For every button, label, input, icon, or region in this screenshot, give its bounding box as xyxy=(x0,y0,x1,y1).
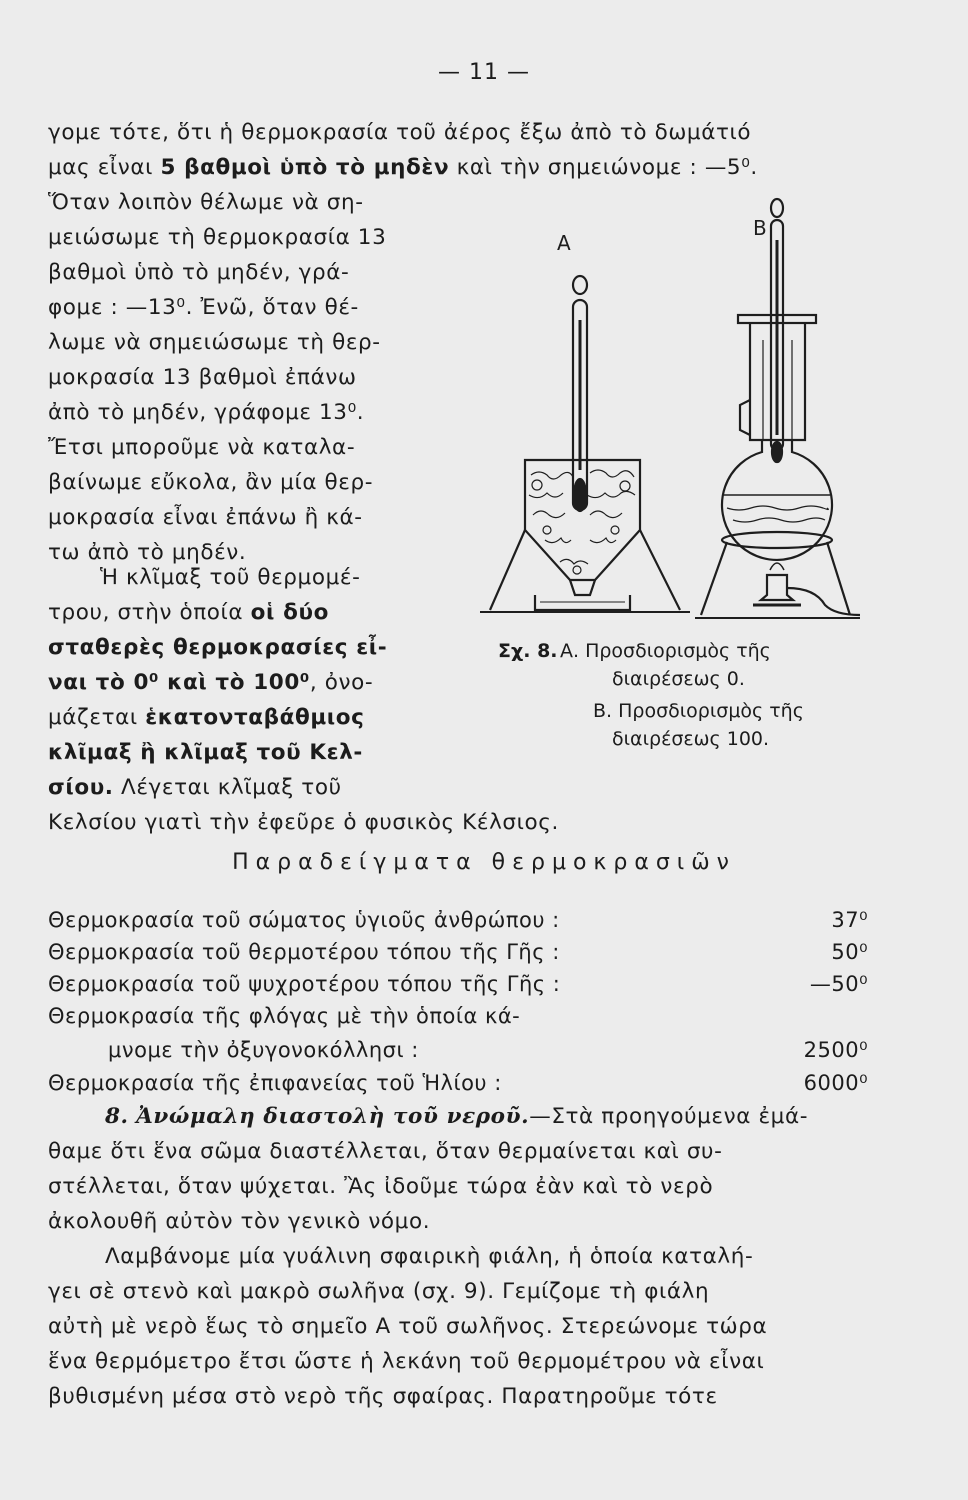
text-line: μάζεται ἑκατονταβάθμιος xyxy=(48,705,365,730)
emphasis: 5 βαθμοὶ ὑπὸ τὸ μηδὲν xyxy=(160,155,450,180)
page-number: — 11 — xyxy=(438,60,530,85)
emphasis: ναι τὸ 0⁰ καὶ τὸ 100⁰ xyxy=(48,670,310,695)
caption-b-line1: Β. Προσδιορισμὸς τῆς xyxy=(593,700,804,722)
text-line: ἕνα θερμόμετρο ἔτσι ὥστε ἡ λεκάνη τοῦ θερμομέτρου νὰ εἶναι xyxy=(48,1349,765,1374)
example-row: Θερμοκρασία τοῦ θερμοτέρου τόπου τῆς Γῆς : 50⁰ xyxy=(48,940,868,964)
text-line: βυθισμένη μέσα στὸ νερὸ τῆς σφαίρας. Παρατηροῦμε τότε xyxy=(48,1384,718,1409)
text-line: Κελσίου γιατὶ τὴν ἐφεῦρε ὁ φυσικὸς Κέλσιος. xyxy=(48,810,559,835)
text-line: μοκρασία 13 βαθμοὶ ἐπάνω xyxy=(48,365,357,390)
caption-b-line2: διαιρέσεως 100. xyxy=(612,728,770,750)
text-line: μοκρασία εἶναι ἐπάνω ἢ κά- xyxy=(48,505,363,530)
text-line: φομε : —13⁰. Ἐνῶ, ὅταν θέ- xyxy=(48,295,359,320)
caption-a-line2: διαιρέσεως 0. xyxy=(612,668,745,690)
text-line: μας εἶναι 5 βαθμοὶ ὑπὸ τὸ μηδὲν καὶ τὴν σημειώνομε : —5⁰. xyxy=(48,155,758,180)
text-line: γομε τότε, ὅτι ἡ θερμοκρασία τοῦ ἀέρος ἔξω ἀπὸ τὸ δωμάτιό xyxy=(48,120,752,145)
figure-label-a: Α xyxy=(557,231,571,255)
text-line: τω ἀπὸ τὸ μηδέν. xyxy=(48,540,247,565)
section-heading: Παραδείγματα θερμοκρασιῶν xyxy=(232,850,736,875)
text-line: ναι τὸ 0⁰ καὶ τὸ 100⁰, ὀνο- xyxy=(48,670,374,695)
text-line: Ἡ κλῖμαξ τοῦ θερμομέ- xyxy=(100,565,361,590)
text-line: ἀπὸ τὸ μηδέν, γράφομε 13⁰. xyxy=(48,400,365,425)
example-row: Θερμοκρασία τοῦ ψυχροτέρου τόπου τῆς Γῆς : —50⁰ xyxy=(48,972,868,996)
section-title: Ἀνώμαλη διαστολὴ τοῦ νεροῦ. xyxy=(136,1104,530,1129)
caption-a-line1: Α. Προσδιορισμὸς τῆς xyxy=(560,640,771,662)
emphasis: σίου. xyxy=(48,775,114,800)
emphasis: ἑκατονταβάθμιος xyxy=(145,705,365,730)
text-line: λωμε νὰ σημειώσωμε τὴ θερ- xyxy=(48,330,381,355)
figure-label-b: Β xyxy=(753,216,767,240)
text-line: κλῖμαξ ἢ κλῖμαξ τοῦ Κελ- xyxy=(48,740,363,765)
example-row: Θερμοκρασία τῆς φλόγας μὲ τὴν ὁποία κά- xyxy=(48,1004,521,1028)
text-line: αὐτὴ μὲ νερὸ ἕως τὸ σημεῖο Α τοῦ σωλῆνος. Στερεώνομε τώρα xyxy=(48,1314,768,1339)
text-line: σταθερὲς θερμοκρασίες εἶ- xyxy=(48,635,388,660)
text-line: ἀκολουθῆ αὐτὸν τὸν γενικὸ νόμο. xyxy=(48,1209,431,1234)
text-line: θαμε ὅτι ἕνα σῶμα διαστέλλεται, ὅταν θερμαίνεται καὶ συ- xyxy=(48,1139,723,1164)
text-line: βαθμοὶ ὑπὸ τὸ μηδέν, γρά- xyxy=(48,260,350,285)
text-line: στέλλεται, ὅταν ψύχεται. Ἂς ἰδοῦμε τώρα ἐὰν καὶ τὸ νερὸ xyxy=(48,1174,714,1199)
text-line: Λαμβάνομε μία γυάλινη σφαιρικὴ φιάλη, ἡ ὁποία καταλή- xyxy=(105,1244,754,1269)
emphasis: οἱ δύο xyxy=(250,600,329,625)
text-line: μειώσωμε τὴ θερμοκρασία 13 xyxy=(48,225,387,250)
text-line: Ὅταν λοιπὸν θέλωμε νὰ ση- xyxy=(48,190,364,215)
ice-funnel xyxy=(525,460,640,580)
example-row: Θερμοκρασία τῆς ἐπιφανείας τοῦ Ἡλίου : 6000⁰ xyxy=(48,1071,868,1095)
section-number: 8. xyxy=(105,1104,129,1129)
figure-thermometer-calibration xyxy=(465,190,865,640)
text-line: σίου. Λέγεται κλῖμαξ τοῦ xyxy=(48,775,342,800)
example-row: μνομε τὴν ὀξυγονοκόλλησι : 2500⁰ xyxy=(108,1038,868,1062)
text-line: Ἔτσι μποροῦμε νὰ καταλα- xyxy=(48,435,356,460)
text-line: γει σὲ στενὸ καὶ μακρὸ σωλῆνα (σχ. 9). Γεμίζομε τὴ φιάλη xyxy=(48,1279,710,1304)
example-row: Θερμοκρασία τοῦ σώματος ὑγιοῦς ἀνθρώπου : 37⁰ xyxy=(48,908,868,932)
section-8-line: 8. Ἀνώμαλη διαστολὴ τοῦ νεροῦ.—Στὰ προηγούμενα ἐμά- xyxy=(105,1104,809,1129)
figure-number: Σχ. 8. xyxy=(498,640,558,662)
text-line: βαίνωμε εὔκολα, ἂν μία θερ- xyxy=(48,470,374,495)
text-line: τρου, στὴν ὁποία οἱ δύο xyxy=(48,600,329,625)
